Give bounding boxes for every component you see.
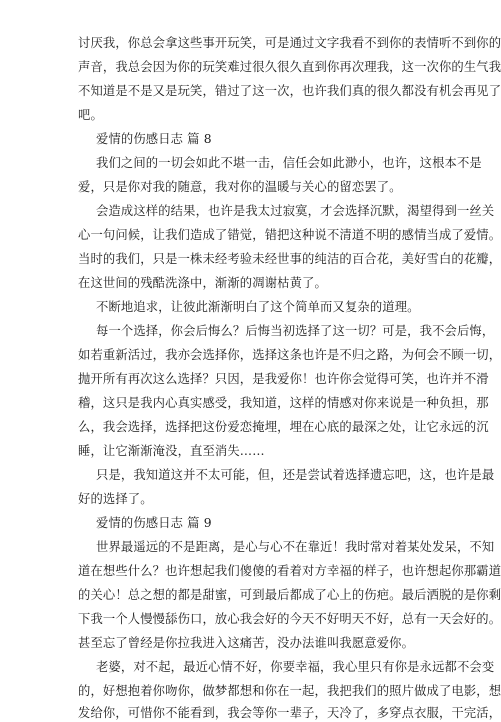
paragraph-line: 老婆，对不起，最近心情不好，你要幸福，我心里只有你是永远都不会变 bbox=[96, 660, 495, 674]
paragraph-line: 么，我会选择，选择把这份爱恋掩埋，埋在心底的最深之处，让它永远的沉 bbox=[78, 420, 489, 434]
paragraph-line: 发给你，可惜你不能看到，我会等你一辈子，天冷了，多穿点衣服，干完活， bbox=[78, 706, 501, 720]
paragraph-line: 稽，这只是我内心真实感受，我知道，这样的情感对你来说是一种负担，那 bbox=[78, 396, 489, 410]
paragraph-line: 的，好想抱着你吻你，做梦都想和你在一起，我把我们的照片做成了电影，想 bbox=[78, 684, 501, 698]
paragraph-line: 睡，让它渐渐淹没，直至消失…… bbox=[78, 444, 265, 458]
paragraph-line: 道在想些什么？也许想起我们傻傻的看着对方幸福的样子，也许想起你那霸道 bbox=[78, 564, 501, 578]
section-heading-8: 爱情的伤感日志 篇 8 bbox=[96, 132, 212, 146]
paragraph-line: 每一个选择，你会后悔么？后悔当初选择了这一切？可是，我不会后悔， bbox=[96, 324, 495, 338]
section-heading-9: 爱情的伤感日志 篇 9 bbox=[96, 516, 212, 530]
paragraph-line: 不断地追求，让彼此渐渐明白了这个简单而又复杂的道理。 bbox=[96, 300, 420, 314]
paragraph-line: 的关心！总之想的都是甜蜜，可到最后都成了心上的伤疤。最后洒脱的是你剩 bbox=[78, 588, 501, 602]
paragraph-line: 心一句问候，让我们造成了错觉，错把这种说不清道不明的感情当成了爱情。 bbox=[78, 228, 501, 242]
paragraph-line: 会造成这样的结果，也许是我太过寂寞，才会选择沉默，渴望得到一丝关 bbox=[96, 204, 495, 218]
paragraph-line: 甚至忘了曾经是你拉我进入这痛苦，没办法谁叫我愿意爱你。 bbox=[78, 636, 415, 650]
paragraph-line: 当时的我们，只是一株未经考验未经世事的纯洁的百合花，美好雪白的花瓣， bbox=[78, 252, 501, 266]
paragraph-line: 抛开所有再次这么选择？只因，是我爱你！也许你会觉得可笑，也许并不滑 bbox=[78, 372, 489, 386]
paragraph-line: 不知道是不是又是玩笑，错过了这一次，也许我们真的很久都没有机会再见了 bbox=[78, 84, 501, 98]
paragraph-line: 好的选择了。 bbox=[78, 492, 153, 506]
paragraph-line: 在这世间的残酷洗涤中，渐渐的凋谢枯黄了。 bbox=[78, 276, 327, 290]
paragraph-line: 如若重新活过，我亦会选择你，选择这条也许是不归之路，为何会不顾一切， bbox=[78, 348, 501, 362]
paragraph-line: 我们之间的一切会如此不堪一击，信任会如此渺小，也许，这根本不是 bbox=[96, 156, 482, 170]
paragraph-line: 吧。 bbox=[78, 108, 103, 122]
paragraph-line: 讨厌我，你总会拿这些事开玩笑，可是通过文字我看不到你的表情听不到你的 bbox=[78, 36, 501, 50]
paragraph-line: 下我一个人慢慢舔伤口，放心我会好的今天不好明天不好，总有一天会好的。 bbox=[78, 612, 501, 626]
paragraph-line: 声音，我总会因为你的玩笑难过很久很久直到你再次理我，这一次你的生气我 bbox=[78, 60, 501, 74]
paragraph-line: 世界最遥远的不是距离，是心与心不在靠近！我时常对着某处发呆，不知 bbox=[96, 540, 495, 554]
paragraph-line: 爱，只是你对我的随意，我对你的温暖与关心的留恋罢了。 bbox=[78, 180, 402, 194]
paragraph-line: 只是，我知道这并不太可能，但，还是尝试着选择遗忘吧，这，也许是最 bbox=[96, 468, 495, 482]
